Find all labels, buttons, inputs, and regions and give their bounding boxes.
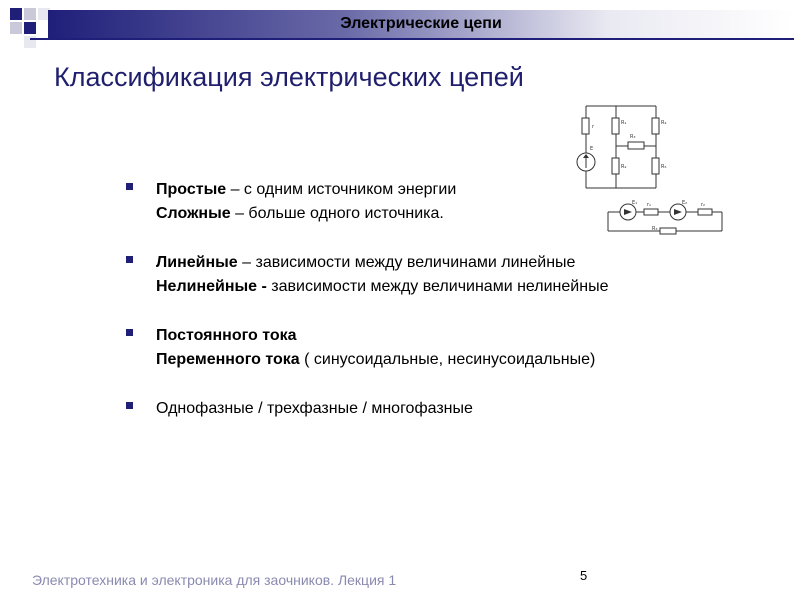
resistor-r4-shape xyxy=(652,118,659,134)
term-plain: Однофазные / трехфазные / многофазные xyxy=(156,400,473,417)
label-e: E xyxy=(590,146,594,152)
decor-square xyxy=(10,8,22,20)
term-desc: ( синусоидальные, несинусоидальные) xyxy=(299,351,596,368)
bullet-item xyxy=(126,324,766,372)
resistor-r1-shape xyxy=(612,118,619,134)
bullet-item xyxy=(126,251,766,299)
term-desc: зависимости между величинами нелинейные xyxy=(266,278,609,295)
term-bold: Линейные xyxy=(156,254,238,271)
decor-square xyxy=(24,8,36,20)
slide-title: Классификация электрических цепей xyxy=(54,62,524,92)
label-r: r xyxy=(592,124,595,130)
bullet-item xyxy=(126,178,766,226)
label-r2: R₂ xyxy=(621,164,627,170)
term-desc: – больше одного источника. xyxy=(230,205,444,222)
term-desc: – зависимости между величинами линейные xyxy=(237,254,576,271)
resistor-r2-shape xyxy=(612,158,619,174)
term-bold: Сложные xyxy=(156,205,231,222)
term-bold: Нелинейные - xyxy=(156,278,267,295)
bullet-marker xyxy=(126,402,133,409)
label-r1b: r₁ xyxy=(647,202,652,208)
label-r3b: R₃ xyxy=(652,226,658,232)
bullet-line xyxy=(156,251,766,275)
resistor-r-shape xyxy=(582,118,589,134)
label-r2b: r₂ xyxy=(701,202,706,208)
label-r5: R₅ xyxy=(661,164,667,170)
header-title: Электрические цепи xyxy=(340,15,502,32)
bullet-line xyxy=(156,348,766,372)
resistor-r3-shape xyxy=(628,142,644,149)
bullet-marker xyxy=(126,329,133,336)
bullet-line xyxy=(156,324,766,348)
bullet-item xyxy=(126,397,766,421)
bullet-line xyxy=(156,178,766,202)
label-r3: R₃ xyxy=(630,134,636,140)
term-bold: Простые xyxy=(156,181,227,198)
term-desc: – с одним источником энергии xyxy=(226,181,457,198)
bullet-line xyxy=(156,397,766,421)
page-number: 5 xyxy=(580,568,588,583)
header-divider xyxy=(30,38,794,40)
bullet-line xyxy=(156,275,766,299)
decor-square xyxy=(10,22,22,34)
bullet-list xyxy=(126,178,766,446)
bullet-marker xyxy=(126,256,133,263)
footer-text: Электротехника и электроника для заочников. Лекция 1 xyxy=(32,572,397,588)
label-e1: E₁ xyxy=(632,200,638,206)
label-r4: R₄ xyxy=(661,120,667,126)
bullet-line xyxy=(156,202,766,226)
resistor-r5-shape xyxy=(652,158,659,174)
label-e2: E₂ xyxy=(682,200,688,206)
bullet-marker xyxy=(126,183,133,190)
label-r1: R₁ xyxy=(621,120,627,126)
decor-square xyxy=(24,22,36,34)
term-bold: Переменного тока xyxy=(156,351,300,368)
term-bold: Постоянного тока xyxy=(156,327,297,344)
